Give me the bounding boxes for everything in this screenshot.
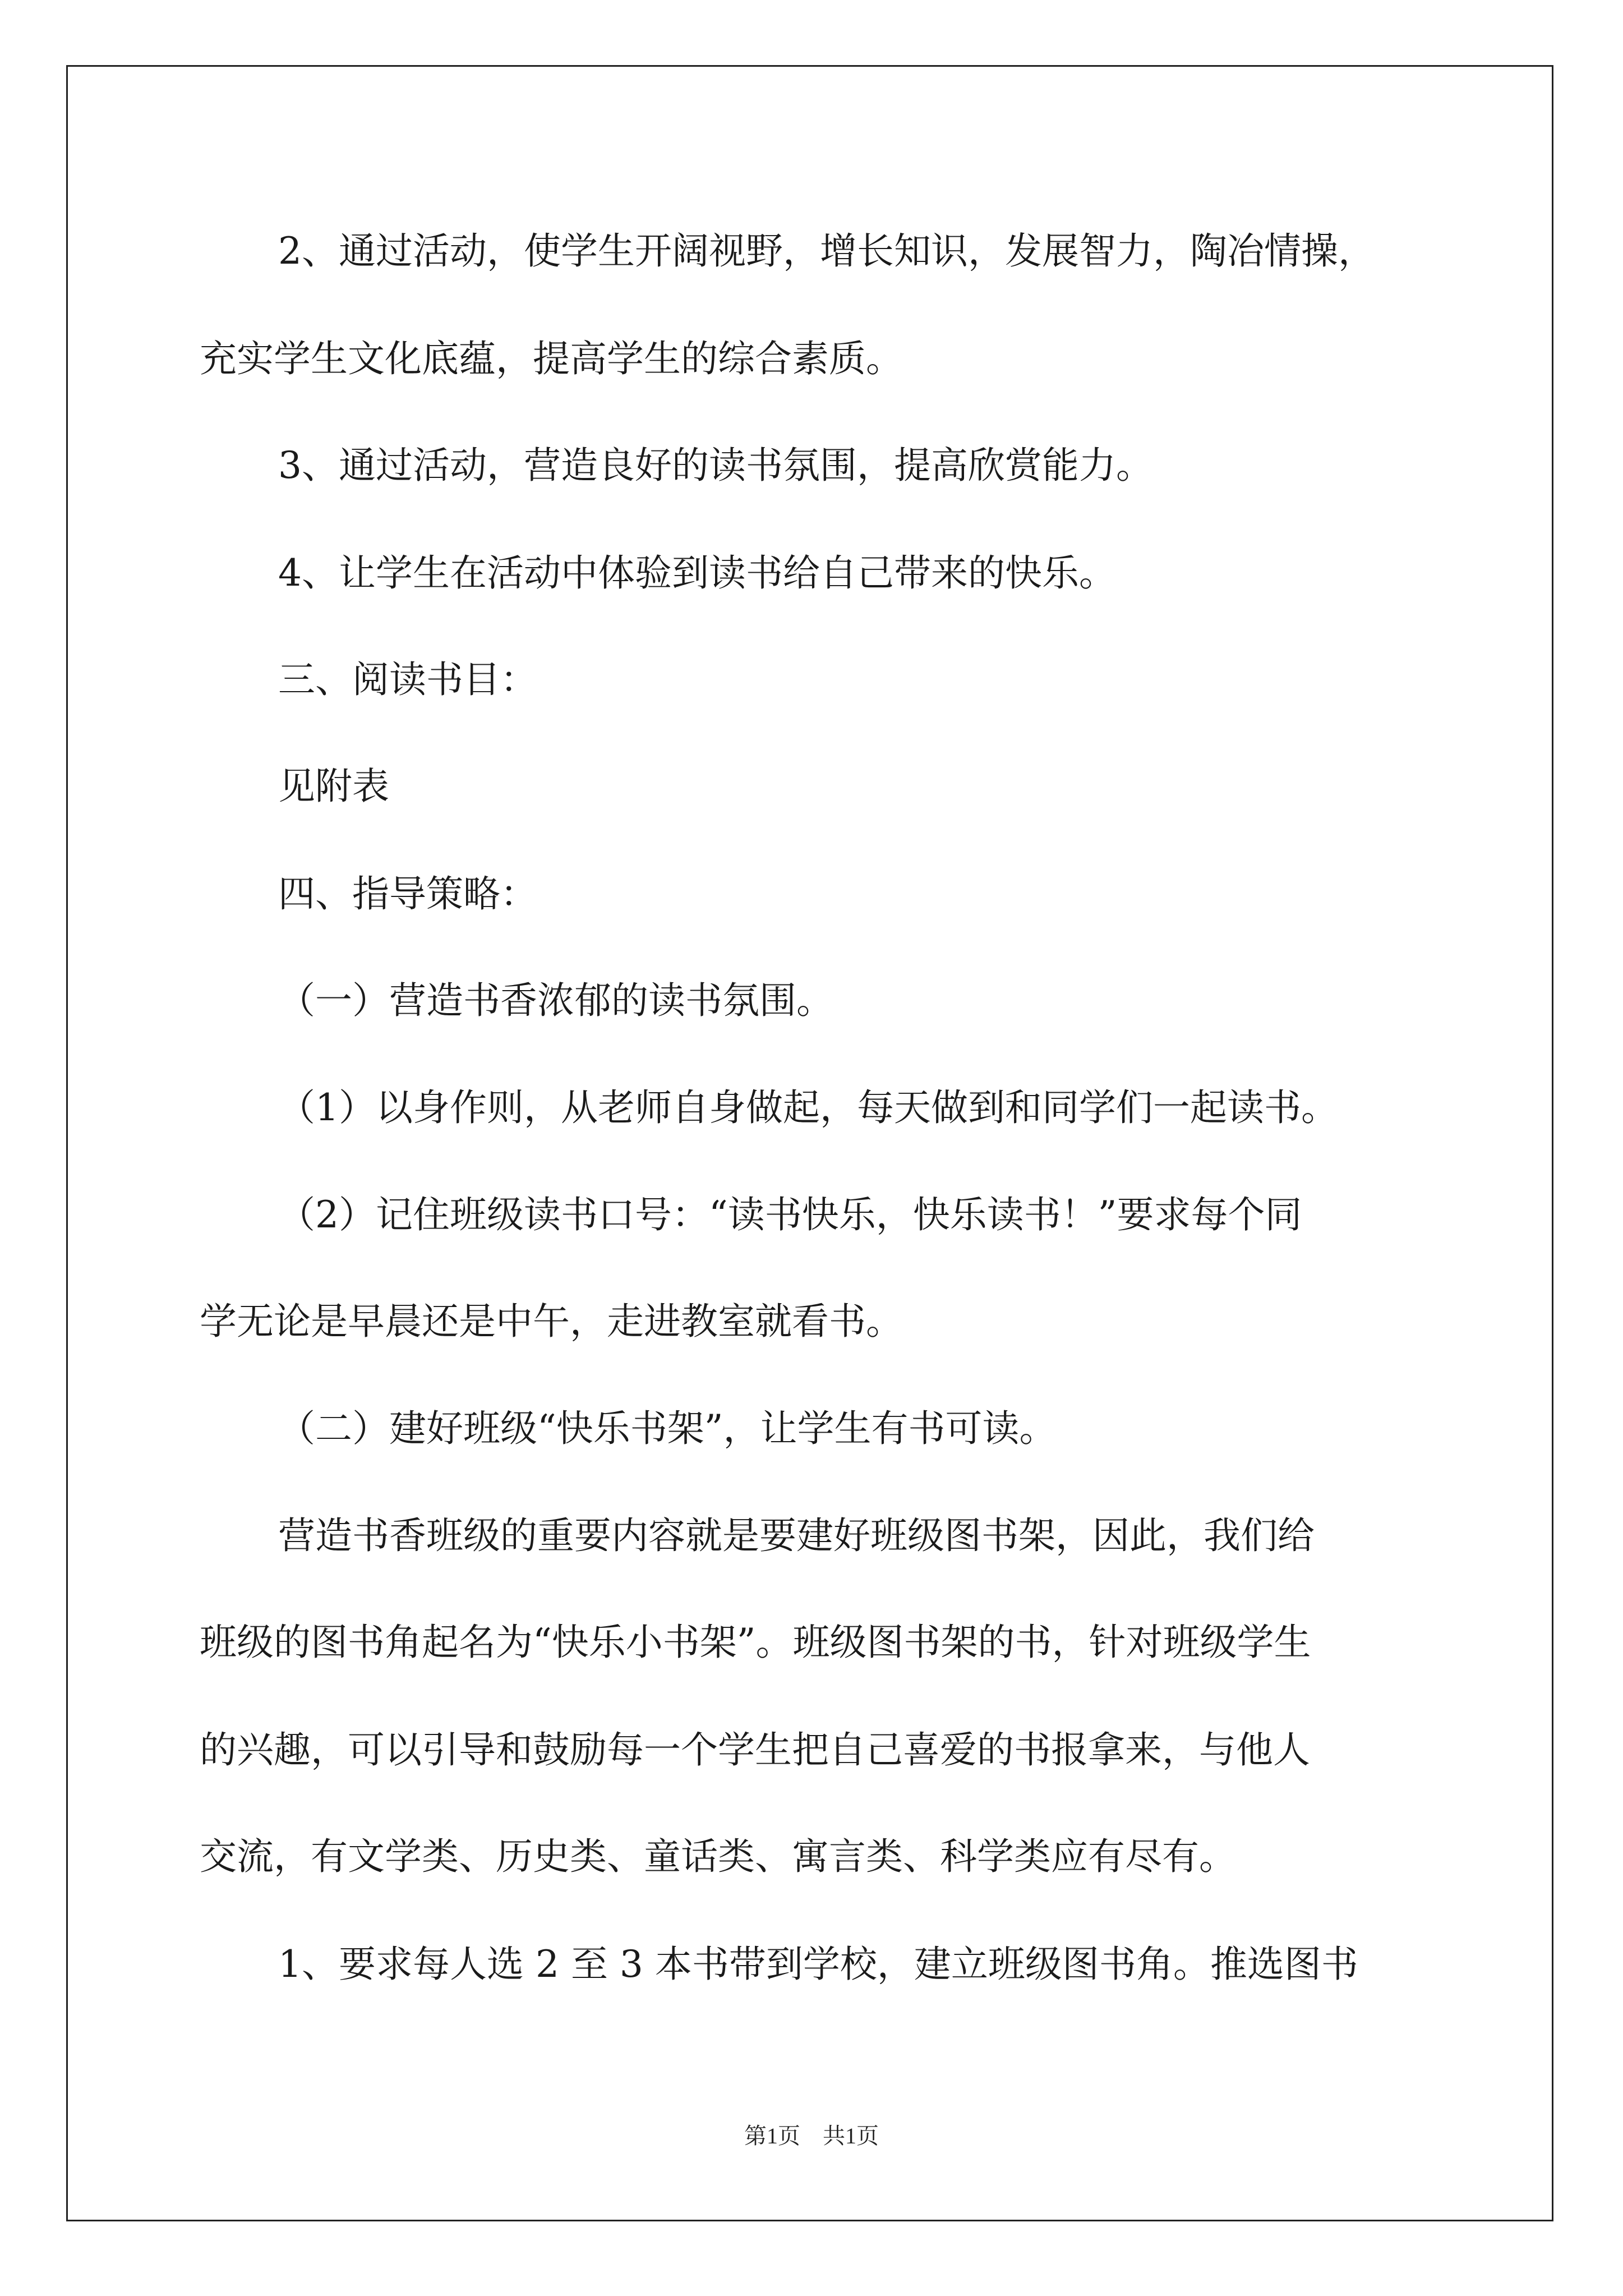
text-line: 营造书香班级的重要内容就是要建好班级图书架，因此，我们给 [278, 1514, 1315, 1557]
page-number: 第1页 共1页 [744, 2123, 879, 2148]
text-line: 见附表 [278, 765, 389, 808]
text-line: （2）记住班级读书口号：“读书快乐，快乐读书！”要求每个同 [278, 1193, 1302, 1236]
page-border [66, 65, 1553, 2221]
section-heading: 四、指导策略： [278, 872, 537, 915]
text-line: 充实学生文化底蕴，提高学生的综合素质。 [200, 337, 903, 380]
subsection-heading: （二）建好班级“快乐书架”，让学生有书可读。 [278, 1407, 1057, 1450]
text-line: 学无论是早晨还是中午，走进教室就看书。 [200, 1300, 903, 1343]
text-line: 2、通过活动，使学生开阔视野，增长知识，发展智力，陶冶情操， [278, 229, 1375, 273]
text-line: 3、通过活动，营造良好的读书氛围，提高欣赏能力。 [278, 444, 1153, 487]
text-line: 交流，有文学类、历史类、童话类、寓言类、科学类应有尽有。 [200, 1835, 1236, 1878]
text-line: 班级的图书角起名为“快乐小书架”。班级图书架的书，针对班级学生 [200, 1621, 1311, 1664]
text-line: （1）以身作则，从老师自身做起，每天做到和同学们一起读书。 [278, 1086, 1338, 1129]
subsection-heading: （一）营造书香浓郁的读书氛围。 [278, 979, 833, 1022]
section-heading: 三、阅读书目： [278, 658, 537, 701]
text-line: 4、让学生在活动中体验到读书给自己带来的快乐。 [278, 551, 1116, 595]
text-line: 1、要求每人选 2 至 3 本书带到学校，建立班级图书角。推选图书 [278, 1943, 1358, 1986]
text-line: 的兴趣，可以引导和鼓励每一个学生把自己喜爱的书报拿来，与他人 [200, 1728, 1310, 1772]
